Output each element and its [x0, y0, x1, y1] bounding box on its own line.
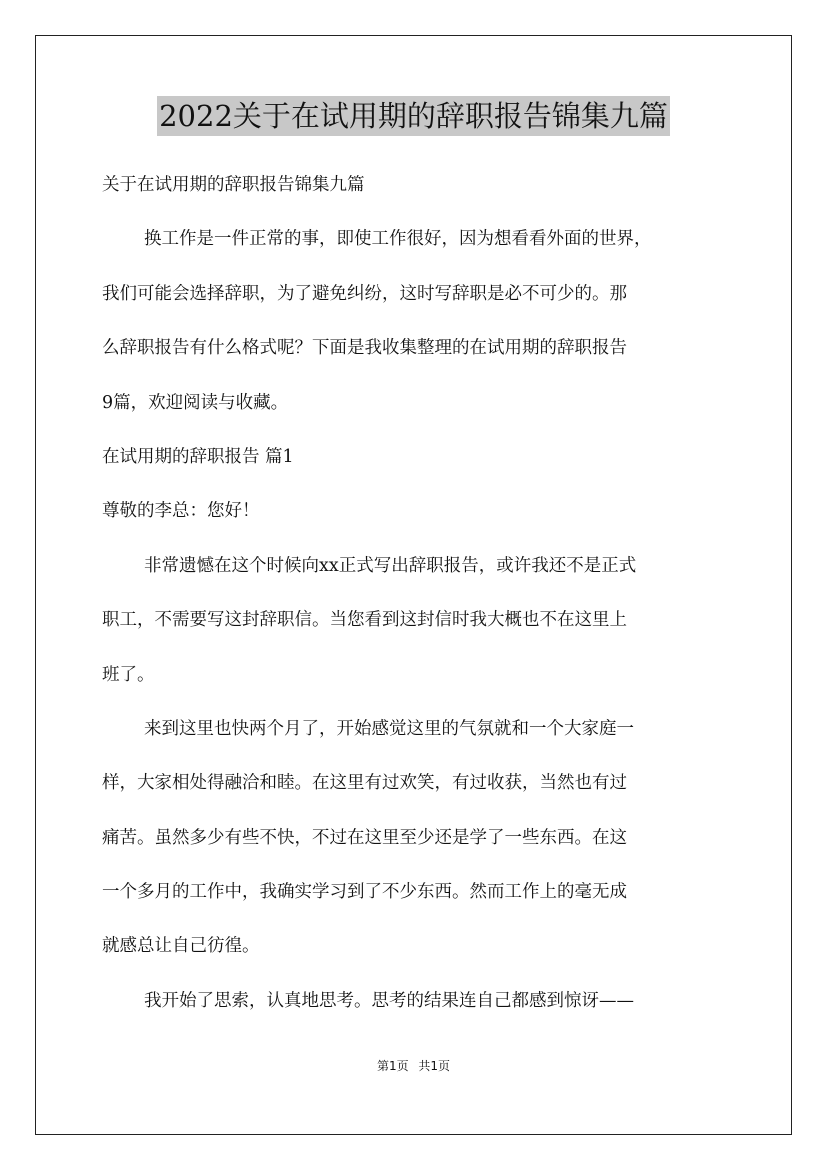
page-number: 第1页 [376, 1059, 409, 1073]
text-line: 么辞职报告有什么格式呢？下面是我收集整理的在试用期的辞职报告 [102, 338, 627, 359]
text-line: 痛苦。虽然多少有些不快，不过在这里至少还是学了一些东西。在这 [102, 827, 627, 848]
page-total: 共1页 [418, 1059, 451, 1073]
text-line: 来到这里也快两个月了，开始感觉这里的气氛就和一个大家庭一 [144, 718, 634, 739]
text-line: 职工，不需要写这封辞职信。当您看到这封信时我大概也不在这里上 [102, 610, 627, 631]
page-footer [0, 1057, 827, 1074]
text-line: 我们可能会选择辞职，为了避免纠纷，这时写辞职是必不可少的。那 [102, 283, 627, 304]
text-line: 换工作是一件正常的事，即使工作很好，因为想看看外面的世界， [144, 229, 652, 250]
text-line: 我开始了思索，认真地思考。思考的结果连自己都感到惊讶—— [144, 990, 634, 1011]
text-line: 样，大家相处得融洽和睦。在这里有过欢笑，有过收获，当然也有过 [102, 773, 627, 794]
text-line: 班了。 [102, 664, 155, 685]
text-line: 尊敬的李总：您好！ [102, 501, 260, 522]
document-body [102, 172, 727, 1042]
document-title: 2022关于在试用期的辞职报告锦集九篇 [157, 96, 670, 136]
title-container [0, 96, 827, 136]
text-line: 就感总让自己彷徨。 [102, 936, 260, 957]
text-line: 9篇，欢迎阅读与收藏。 [102, 392, 289, 413]
text-line: 在试用期的辞职报告 篇1 [102, 446, 294, 467]
text-line: 一个多月的工作中，我确实学习到了不少东西。然而工作上的毫无成 [102, 882, 627, 903]
text-line: 非常遗憾在这个时候向xx正式写出辞职报告，或许我还不是正式 [144, 555, 637, 576]
text-line: 关于在试用期的辞职报告锦集九篇 [102, 175, 365, 195]
